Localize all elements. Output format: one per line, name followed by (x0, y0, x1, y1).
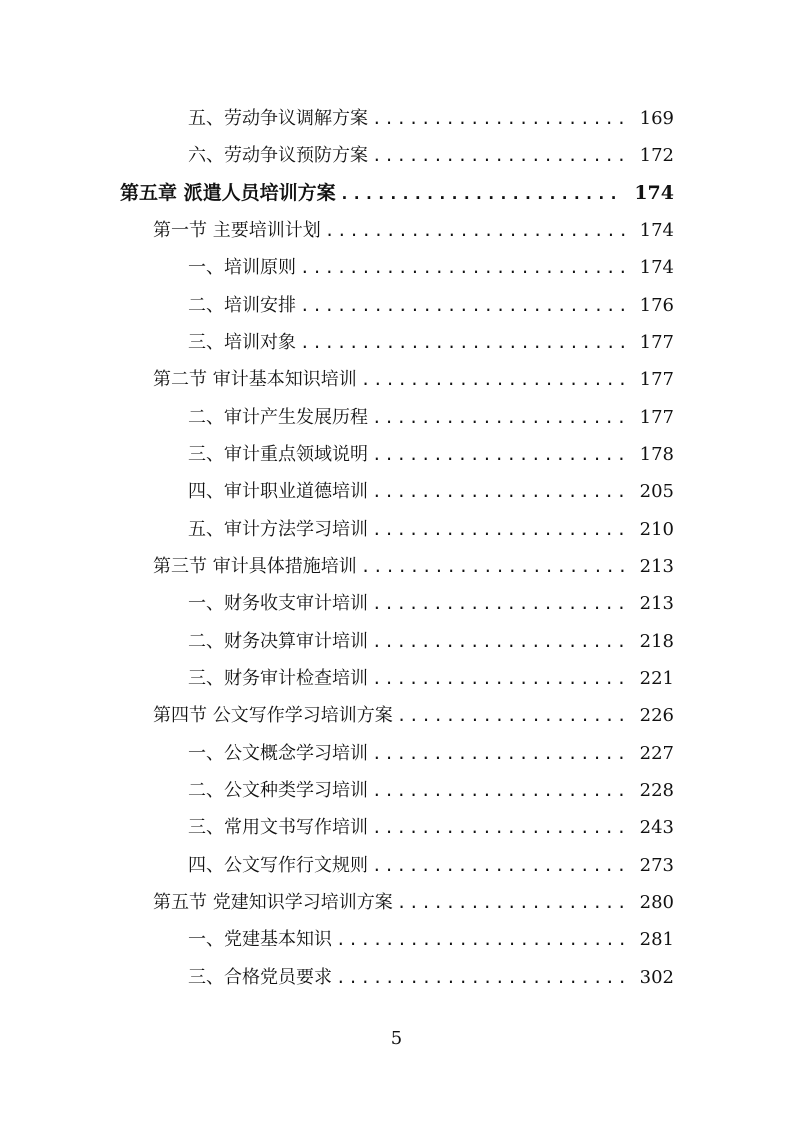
toc-leader-dots (372, 440, 630, 470)
toc-entry-label: 三、审计重点领域说明 (188, 444, 368, 465)
toc-entry[interactable] (188, 291, 674, 321)
toc-entry[interactable] (188, 813, 674, 843)
toc-section-entry[interactable] (153, 701, 674, 731)
toc-leader-dots (325, 216, 630, 246)
toc-entry-label: 第五节 党建知识学习培训方案 (153, 892, 393, 913)
toc-section-entry[interactable] (153, 216, 674, 246)
toc-entry-page: 205 (639, 481, 674, 502)
toc-entry-label: 一、党建基本知识 (188, 929, 332, 950)
toc-leader-dots (372, 739, 630, 769)
toc-entry-label: 三、合格党员要求 (188, 967, 332, 988)
toc-leader-dots (300, 253, 630, 283)
toc-entry-label: 五、劳动争议调解方案 (188, 108, 368, 129)
toc-entry-page: 210 (639, 519, 674, 540)
toc-leader-dots (372, 477, 630, 507)
toc-entry[interactable] (188, 141, 674, 171)
toc-leader-dots (372, 589, 630, 619)
toc-leader-dots (372, 141, 630, 171)
toc-entry[interactable] (188, 440, 674, 470)
toc-entry[interactable] (188, 328, 674, 358)
toc-leader-dots (372, 813, 630, 843)
toc-entry-label: 三、财务审计检查培训 (188, 668, 368, 689)
toc-entry[interactable] (188, 104, 674, 134)
toc-entry-label: 六、劳动争议预防方案 (188, 145, 368, 166)
toc-entry-page: 174 (639, 220, 674, 241)
toc-leader-dots (372, 403, 630, 433)
toc-entry-page: 174 (639, 257, 674, 278)
page-number: 5 (390, 1028, 403, 1049)
toc-leader-dots (372, 664, 630, 694)
toc-entry-page: 280 (639, 892, 674, 913)
toc-entry-label: 三、培训对象 (188, 332, 296, 353)
toc-leader-dots (397, 888, 630, 918)
toc-entry-page: 177 (639, 407, 674, 428)
toc-entry[interactable] (188, 925, 674, 955)
toc-entry-page: 227 (639, 743, 674, 764)
toc-leader-dots (397, 701, 630, 731)
toc-entry-page: 177 (639, 332, 674, 353)
toc-leader-dots (340, 179, 625, 209)
toc-section-entry[interactable] (153, 552, 674, 582)
toc-entry-label: 第二节 审计基本知识培训 (153, 369, 357, 390)
toc-entry-label: 四、公文写作行文规则 (188, 855, 368, 876)
toc-entry-label: 五、审计方法学习培训 (188, 519, 368, 540)
toc-entry-page: 273 (639, 855, 674, 876)
toc-entry-page: 302 (639, 967, 674, 988)
toc-entry-page: 174 (634, 182, 674, 204)
toc-leader-dots (361, 365, 630, 395)
toc-entry-page: 228 (639, 780, 674, 801)
toc-leader-dots (336, 925, 630, 955)
toc-entry-label: 第一节 主要培训计划 (153, 220, 321, 241)
toc-entry[interactable] (188, 627, 674, 657)
toc-entry-page: 281 (639, 929, 674, 950)
toc-entry[interactable] (188, 664, 674, 694)
toc-entry-label: 第五章 派遣人员培训方案 (120, 182, 336, 204)
toc-leader-dots (372, 627, 630, 657)
toc-chapter-entry[interactable] (120, 178, 674, 208)
toc-entry[interactable] (188, 776, 674, 806)
toc-entry-page: 176 (639, 295, 674, 316)
toc-entry[interactable] (188, 963, 674, 993)
toc-entry-label: 一、财务收支审计培训 (188, 593, 368, 614)
toc-entry-page: 213 (639, 556, 674, 577)
toc-entry-page: 221 (639, 668, 674, 689)
toc-entry-label: 四、审计职业道德培训 (188, 481, 368, 502)
toc-entry[interactable] (188, 403, 674, 433)
toc-entry-label: 第四节 公文写作学习培训方案 (153, 705, 393, 726)
toc-leader-dots (361, 552, 630, 582)
toc-entry[interactable] (188, 589, 674, 619)
toc-entry-page: 177 (639, 369, 674, 390)
toc-entry-label: 二、培训安排 (188, 295, 296, 316)
toc-entry-page: 218 (639, 631, 674, 652)
toc-leader-dots (300, 291, 630, 321)
toc-entry-label: 二、审计产生发展历程 (188, 407, 368, 428)
toc-entry-label: 三、常用文书写作培训 (188, 817, 368, 838)
toc-leader-dots (372, 104, 630, 134)
toc-entry-label: 一、培训原则 (188, 257, 296, 278)
toc-entry[interactable] (188, 739, 674, 769)
toc-entry-label: 一、公文概念学习培训 (188, 743, 368, 764)
toc-section-entry[interactable] (153, 888, 674, 918)
toc-leader-dots (336, 963, 630, 993)
toc-entry[interactable] (188, 253, 674, 283)
toc-leader-dots (300, 328, 630, 358)
toc-leader-dots (372, 851, 630, 881)
toc-entry-page: 178 (639, 444, 674, 465)
toc-entry-label: 二、财务决算审计培训 (188, 631, 368, 652)
toc-leader-dots (372, 515, 630, 545)
toc-entry[interactable] (188, 477, 674, 507)
toc-entry-label: 二、公文种类学习培训 (188, 780, 368, 801)
toc-entry-label: 第三节 审计具体措施培训 (153, 556, 357, 577)
toc-entry-page: 213 (639, 593, 674, 614)
toc-entry[interactable] (188, 515, 674, 545)
toc-leader-dots (372, 776, 630, 806)
toc-entry-page: 172 (639, 145, 674, 166)
toc-entry-page: 243 (639, 817, 674, 838)
toc-entry[interactable] (188, 851, 674, 881)
toc-entry-page: 169 (639, 108, 674, 129)
toc-section-entry[interactable] (153, 365, 674, 395)
toc-entry-page: 226 (639, 705, 674, 726)
